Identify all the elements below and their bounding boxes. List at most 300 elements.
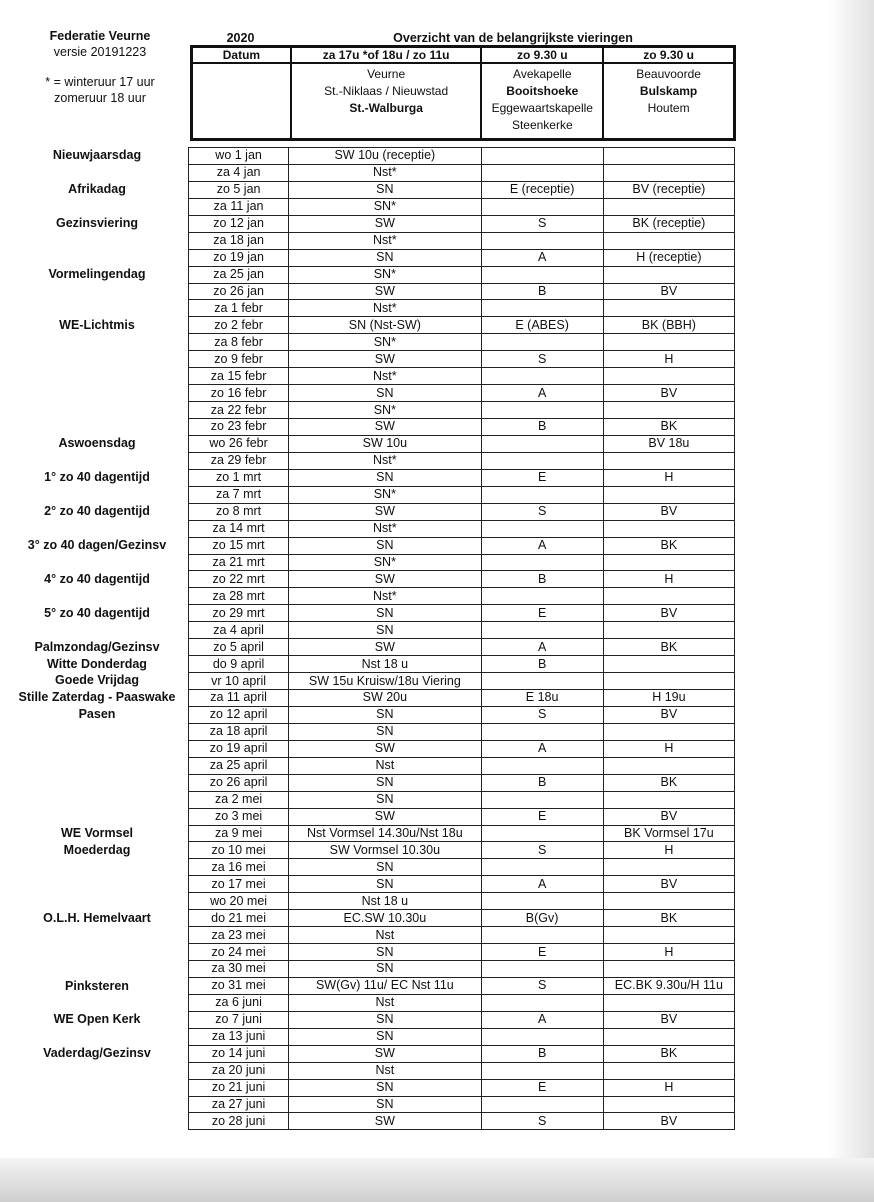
veurne-cell: Nst* [289,368,481,385]
col3-cell: A [481,639,603,656]
col3-cell [481,994,603,1011]
date-cell: za 28 mrt [189,588,289,605]
col3-cell: A [481,385,603,402]
col3-cell [481,232,603,249]
table-row [189,656,735,673]
veurne-cell: SN [289,723,481,740]
table-row [189,334,735,351]
event-label: 3° zo 40 dagen/Gezinsv [27,537,167,552]
veurne-cell: Nst [289,1062,481,1079]
veurne-cell: SW 10u (receptie) [289,148,481,165]
table-row [189,300,735,317]
col3-cell: A [481,1011,603,1028]
date-cell: do 21 mei [189,910,289,927]
date-cell: za 9 mei [189,825,289,842]
date-cell: za 7 mrt [189,486,289,503]
table-row [189,351,735,368]
col4-cell: H [603,740,734,757]
date-cell: za 6 juni [189,994,289,1011]
date-cell: za 4 jan [189,164,289,181]
table-row [189,588,735,605]
header-datum: Datum [192,47,291,64]
col3-cell [481,1062,603,1079]
date-cell: za 14 mrt [189,520,289,537]
table-row [189,876,735,893]
col3-cell [481,723,603,740]
veurne-cell: SW [289,639,481,656]
column-header-table [190,45,736,141]
col4-cell: BK [603,419,734,436]
table-row [189,859,735,876]
table-row [189,419,735,436]
veurne-cell: SN [289,876,481,893]
col4-cell [603,486,734,503]
col4-cell: H 19u [603,690,734,707]
col3-cell [481,148,603,165]
table-row [189,944,735,961]
col4-cell: BV [603,503,734,520]
date-cell: zo 12 jan [189,215,289,232]
veurne-cell: SN [289,622,481,639]
header-empty-cell [192,63,291,140]
veurne-cell: SW [289,1045,481,1062]
table-row [189,690,735,707]
col4-cell [603,757,734,774]
date-cell: za 18 april [189,723,289,740]
date-cell: zo 29 mrt [189,605,289,622]
parish-name: Houtem [647,101,690,115]
col4-cell: BK [603,537,734,554]
veurne-cell: SN [289,1096,481,1113]
event-label: 2° zo 40 dagentijd [44,503,150,518]
table-row [189,215,735,232]
table-row [189,1079,735,1096]
col3-cell: E [481,469,603,486]
veurne-cell: SN [289,605,481,622]
veurne-cell: Nst* [289,232,481,249]
col4-cell: BV (receptie) [603,181,734,198]
parish-name: Booitshoeke [506,84,579,98]
event-label: 1° zo 40 dagentijd [44,470,150,485]
col4-cell [603,791,734,808]
version-label: versie 20191223 [53,45,147,59]
parish-name: Avekapelle [513,67,572,81]
table-row [189,503,735,520]
col4-cell [603,402,734,419]
event-label: Gezinsviering [56,215,138,230]
parish-list-col3 [481,63,603,140]
table-row [189,317,735,334]
veurne-cell: SW [289,215,481,232]
date-cell: zo 26 jan [189,283,289,300]
date-cell: za 18 jan [189,232,289,249]
date-cell: za 2 mei [189,791,289,808]
table-row [189,537,735,554]
col3-cell [481,554,603,571]
col4-cell [603,520,734,537]
col4-cell: H (receptie) [603,249,734,266]
col3-cell: E [481,1079,603,1096]
date-cell: zo 8 mrt [189,503,289,520]
veurne-cell: SN* [289,266,481,283]
table-row [189,723,735,740]
date-cell: zo 1 mrt [189,469,289,486]
col4-cell [603,1096,734,1113]
schedule-table [188,147,735,1130]
col4-cell [603,198,734,215]
col3-cell [481,1028,603,1045]
col4-cell: BV [603,808,734,825]
event-label: O.L.H. Hemelvaart [43,910,151,925]
col3-cell: B [481,283,603,300]
col4-cell: H [603,469,734,486]
veurne-cell: SN* [289,554,481,571]
date-cell: wo 1 jan [189,148,289,165]
date-cell: wo 26 febr [189,435,289,452]
date-cell: zo 17 mei [189,876,289,893]
parish-name: Eggewaartskapelle [491,101,593,115]
col3-cell: S [481,351,603,368]
date-cell: za 4 april [189,622,289,639]
veurne-cell: SN [289,791,481,808]
table-row [189,893,735,910]
col4-cell: H [603,944,734,961]
parish-name: St.-Walburga [349,101,423,115]
veurne-cell: SN [289,385,481,402]
veurne-cell: SN (Nst-SW) [289,317,481,334]
col3-cell: S [481,503,603,520]
col4-cell [603,893,734,910]
col4-cell [603,300,734,317]
veurne-cell: Nst* [289,300,481,317]
col3-cell: S [481,842,603,859]
date-cell: zo 15 mrt [189,537,289,554]
date-cell: zo 21 juni [189,1079,289,1096]
table-row [189,198,735,215]
veurne-cell: SW(Gv) 11u/ EC Nst 11u [289,977,481,994]
col4-cell: EC.BK 9.30u/H 11u [603,977,734,994]
veurne-cell: SW [289,571,481,588]
table-row [189,1113,735,1130]
table-row [189,232,735,249]
table-row [189,571,735,588]
table-row [189,164,735,181]
col3-cell [481,622,603,639]
col4-cell: BK [603,774,734,791]
table-row [189,249,735,266]
col4-cell [603,927,734,944]
date-cell: zo 31 mei [189,977,289,994]
col3-cell [481,588,603,605]
date-cell: zo 5 jan [189,181,289,198]
col4-cell: BK [603,1045,734,1062]
veurne-cell: SN [289,537,481,554]
col3-cell [481,791,603,808]
col4-cell [603,164,734,181]
veurne-cell: Nst 18 u [289,893,481,910]
col4-cell [603,656,734,673]
veurne-cell: SN [289,181,481,198]
veurne-cell: Nst* [289,520,481,537]
col3-cell: B [481,571,603,588]
col3-cell: E (receptie) [481,181,603,198]
col3-cell: A [481,249,603,266]
col4-cell [603,554,734,571]
col3-cell: E 18u [481,690,603,707]
veurne-cell: SN [289,1079,481,1096]
col4-cell: BK (receptie) [603,215,734,232]
col3-cell [481,961,603,978]
col3-cell: B [481,774,603,791]
table-row [189,706,735,723]
col3-cell [481,198,603,215]
col3-cell [481,402,603,419]
date-cell: zo 24 mei [189,944,289,961]
col3-cell [481,1096,603,1113]
col3-cell [481,164,603,181]
col3-cell: E [481,808,603,825]
table-row [189,283,735,300]
veurne-cell: SW 15u Kruisw/18u Viering [289,673,481,690]
date-cell: zo 5 april [189,639,289,656]
veurne-cell: SN [289,706,481,723]
col3-cell [481,435,603,452]
col3-cell: S [481,977,603,994]
veurne-cell: SW [289,419,481,436]
table-row [189,740,735,757]
date-cell: za 8 febr [189,334,289,351]
date-cell: za 27 juni [189,1096,289,1113]
col4-cell [603,452,734,469]
col3-cell: B [481,656,603,673]
parish-name: Veurne [367,67,406,81]
col4-cell: H [603,1079,734,1096]
table-row [189,402,735,419]
table-row [189,910,735,927]
table-row [189,977,735,994]
event-label: Afrikadag [68,181,126,196]
event-label: Pasen [78,707,116,722]
col3-cell [481,520,603,537]
col3-cell: A [481,740,603,757]
col4-cell [603,232,734,249]
col3-cell: S [481,215,603,232]
event-label: Moederdag [63,842,131,857]
veurne-cell: SN* [289,334,481,351]
date-cell: za 16 mei [189,859,289,876]
event-label: Vormelingendag [48,266,146,281]
col3-cell: B [481,1045,603,1062]
col3-cell: A [481,876,603,893]
veurne-cell: Nst [289,994,481,1011]
veurne-cell: Nst [289,757,481,774]
date-cell: za 1 febr [189,300,289,317]
veurne-cell: SN [289,249,481,266]
date-cell: za 13 juni [189,1028,289,1045]
table-row [189,605,735,622]
document-info [10,28,190,106]
col4-cell: BK (BBH) [603,317,734,334]
col4-cell [603,148,734,165]
scan-shadow-right [828,0,874,1202]
date-cell: zo 2 febr [189,317,289,334]
date-cell: za 30 mei [189,961,289,978]
col3-cell [481,757,603,774]
col4-cell: BV [603,385,734,402]
date-cell: zo 3 mei [189,808,289,825]
col3-cell: E [481,605,603,622]
scan-bottom-edge [0,1158,874,1202]
event-label: Aswoensdag [58,436,136,451]
date-cell: za 11 jan [189,198,289,215]
date-cell: za 22 febr [189,402,289,419]
header-col4: zo 9.30 u [603,47,734,64]
date-cell: za 20 juni [189,1062,289,1079]
event-label: Nieuwjaarsdag [52,148,142,162]
event-label: 5° zo 40 dagentijd [44,605,150,620]
event-label: Vaderdag/Gezinsv [43,1046,151,1061]
veurne-cell: SW [289,808,481,825]
event-label: Witte Donderdag [47,656,147,671]
date-cell: za 25 april [189,757,289,774]
table-row [189,757,735,774]
veurne-cell: SN [289,961,481,978]
col3-cell: A [481,537,603,554]
col3-cell: B [481,419,603,436]
col4-cell [603,1028,734,1045]
year-label: 2020 [226,31,255,45]
veurne-cell: SW 10u [289,435,481,452]
date-cell: zo 23 febr [189,419,289,436]
date-cell: do 9 april [189,656,289,673]
veurne-cell: SN [289,469,481,486]
date-cell: za 21 mrt [189,554,289,571]
veurne-cell: SW [289,283,481,300]
date-cell: zo 22 mrt [189,571,289,588]
veurne-cell: SN [289,774,481,791]
table-row [189,520,735,537]
event-label: Stille Zaterdag - Paaswake [18,690,176,705]
event-label: Goede Vrijdag [54,673,140,688]
date-cell: za 29 febr [189,452,289,469]
veurne-cell: SW [289,1113,481,1130]
event-label: WE-Lichtmis [59,317,135,332]
col3-cell: S [481,1113,603,1130]
col4-cell [603,1062,734,1079]
col4-cell [603,673,734,690]
veurne-cell: SN [289,1011,481,1028]
col4-cell: H [603,571,734,588]
col4-cell [603,961,734,978]
col4-cell: BV 18u [603,435,734,452]
event-label: Palmzondag/Gezinsv [34,639,160,654]
table-row [189,994,735,1011]
col3-cell [481,300,603,317]
veurne-cell: Nst Vormsel 14.30u/Nst 18u [289,825,481,842]
col4-cell [603,266,734,283]
veurne-cell: Nst* [289,164,481,181]
col4-cell: BV [603,876,734,893]
parish-name: St.-Niklaas / Nieuwstad [324,84,449,98]
table-row [189,385,735,402]
col4-cell: BV [603,1113,734,1130]
summer-hour-note: zomeruur 18 uur [54,91,146,105]
col3-cell [481,859,603,876]
col3-cell: B(Gv) [481,910,603,927]
table-row [189,266,735,283]
event-label: WE Vormsel [60,826,133,840]
date-cell: zo 16 febr [189,385,289,402]
date-cell: zo 26 april [189,774,289,791]
parish-name: Beauvoorde [636,67,701,81]
col3-cell [481,673,603,690]
col3-cell [481,334,603,351]
col4-cell [603,368,734,385]
date-cell: za 25 jan [189,266,289,283]
veurne-cell: SN* [289,402,481,419]
date-cell: zo 19 april [189,740,289,757]
date-cell: zo 7 juni [189,1011,289,1028]
header-col2: za 17u *of 18u / zo 11u [291,47,482,64]
col4-cell: BK [603,910,734,927]
col4-cell [603,859,734,876]
date-cell: za 23 mei [189,927,289,944]
event-label: 4° zo 40 dagentijd [44,571,150,586]
col4-cell [603,334,734,351]
veurne-cell: SW Vormsel 10.30u [289,842,481,859]
col4-cell: BK Vormsel 17u [603,825,734,842]
table-row [189,1045,735,1062]
table-row [189,774,735,791]
table-row [189,452,735,469]
col3-cell: E [481,944,603,961]
veurne-cell: SW [289,503,481,520]
parish-list-col4 [603,63,734,140]
event-label: WE Open Kerk [53,1012,141,1027]
table-row [189,469,735,486]
veurne-cell: Nst* [289,452,481,469]
col4-cell: H [603,351,734,368]
col3-cell [481,893,603,910]
parish-list-veurne [291,63,482,140]
event-label: Pinksteren [65,978,129,993]
col3-cell [481,486,603,503]
col3-cell [481,825,603,842]
date-cell: wo 20 mei [189,893,289,910]
header-col3: zo 9.30 u [481,47,603,64]
date-cell: zo 12 april [189,706,289,723]
parish-name: Bulskamp [639,84,698,98]
table-row [189,1096,735,1113]
table-row [189,554,735,571]
date-cell: zo 28 juni [189,1113,289,1130]
col3-cell: S [481,706,603,723]
veurne-cell: SW 20u [289,690,481,707]
date-cell: zo 14 juni [189,1045,289,1062]
veurne-cell: Nst* [289,588,481,605]
parish-name: Steenkerke [511,118,573,132]
veurne-cell: SN* [289,486,481,503]
col4-cell: BV [603,605,734,622]
table-row [189,435,735,452]
col4-cell [603,994,734,1011]
veurne-cell: Nst [289,927,481,944]
table-row [189,486,735,503]
date-cell: za 15 febr [189,368,289,385]
date-cell: zo 9 febr [189,351,289,368]
overview-title: Overzicht van de belangrijkste vieringen [393,31,633,45]
veurne-cell: SN [289,944,481,961]
